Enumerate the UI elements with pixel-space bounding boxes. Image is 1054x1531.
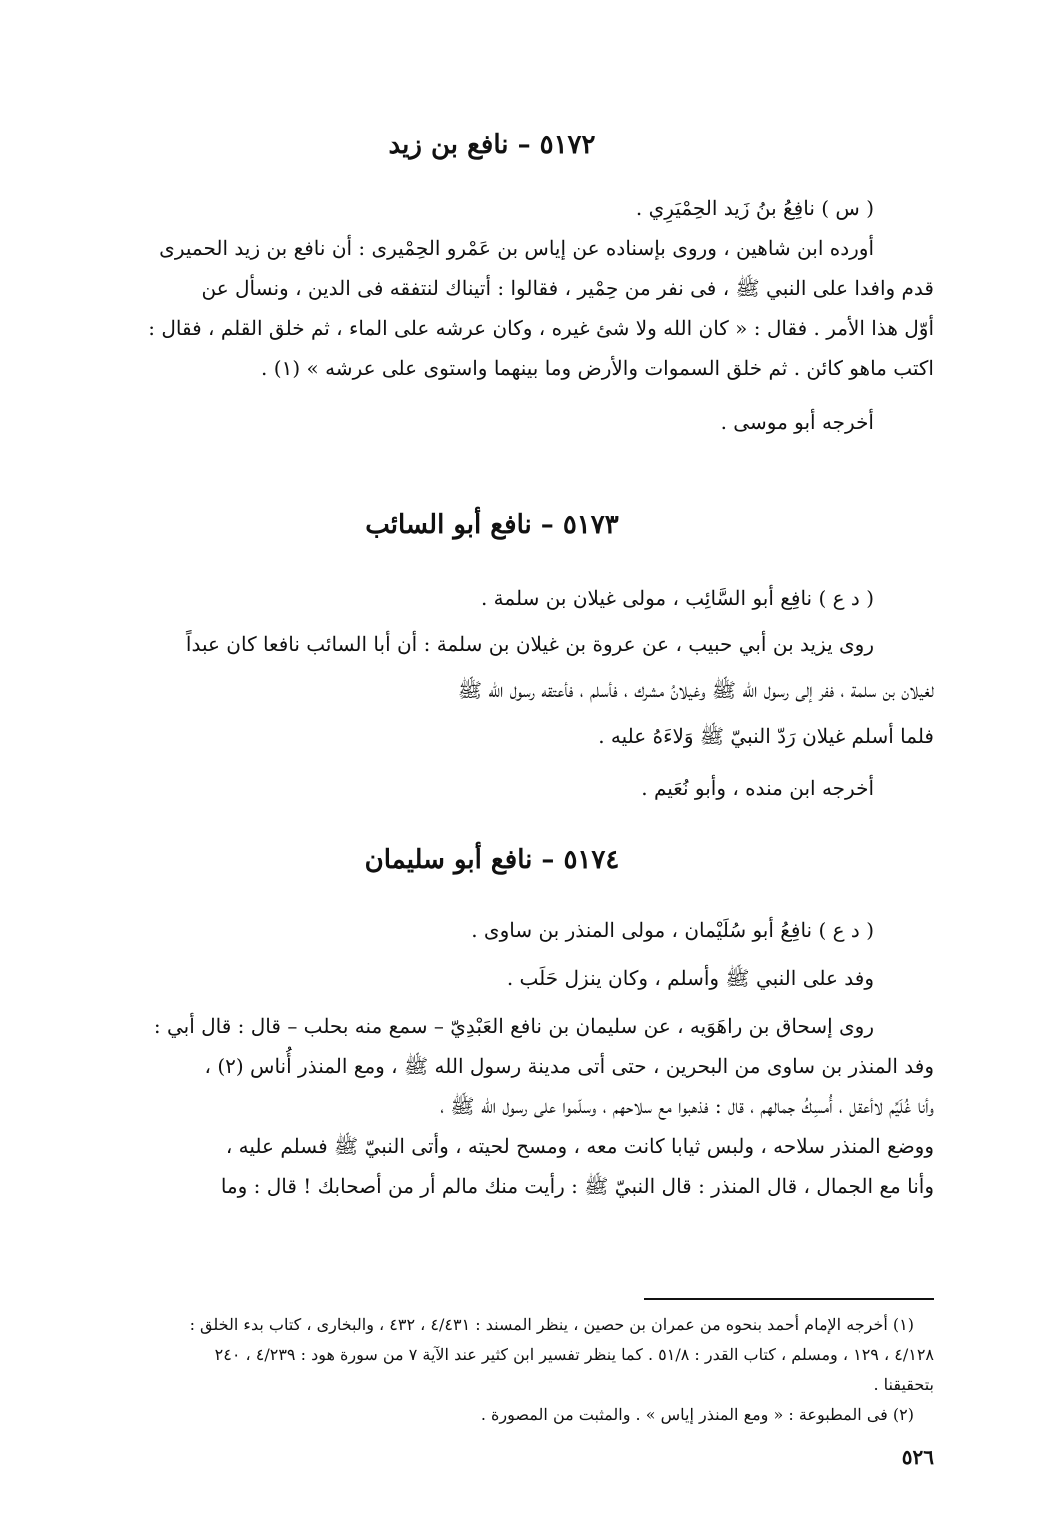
text-line: روى يزيد بن أبي حبيب ، عن عروة بن غيلان بن سلمة : أن أبا السائب نافعا كان عبداً <box>185 632 874 656</box>
footnote-divider <box>644 1298 934 1300</box>
text-line: أورده ابن شاهين ، وروى بإسناده عن إياس بن عَمْرو الحِمْيرى : أن نافع بن زيد الحميرى <box>159 236 874 260</box>
text-line: أوّل هذا الأمر . فقال : « كان الله ولا شئ غيره ، وكان عرشه على الماء ، ثم خلق القلم ، فقال : <box>148 316 934 340</box>
entry-5172-body <box>50 188 934 442</box>
text-line: ( س ) نافِعُ بنُ زَيد الحِمْيَرِي . <box>635 196 874 220</box>
text-line: قدم وافدا على النبي ﷺ ، فى نفر من حِمْير ، فقالوا : أتيناك لنتفقه فى الدين ، ونسأل عن <box>201 276 934 300</box>
text-line: وأنا مع الجمال ، قال المنذر : قال النبيّ ﷺ : رأيت منك مالم أر من أصحابك ! قال : وما <box>220 1174 934 1198</box>
text-line: فلما أسلم غيلان رَدّ النبيّ ﷺ وَلاءَهُ عليه . <box>598 724 934 748</box>
entry-title: ٥١٧٢ – نافع بن زيد <box>388 130 596 160</box>
entry-title: ٥١٧٣ – نافع أبو السائب <box>365 510 619 540</box>
text-line: أخرجه أبو موسى . <box>720 410 874 434</box>
entry-5174-body <box>50 910 934 1206</box>
page-number: ٥٢٦ <box>901 1445 934 1469</box>
text-line: وفد على النبي ﷺ وأسلم ، وكان ينزل حَلَب . <box>506 966 874 990</box>
footnote-line: (١) أخرجه الإمام أحمد بنحوه من عمران بن حصين ، ينظر المسند : ٤/٤٣١ ، ٤٣٢ ، والبخارى ، كتاب بدء الخلق : <box>189 1315 914 1334</box>
footnote-line: ٤/١٢٨ ، ١٢٩ ، ومسلم ، كتاب القدر : ٥١/٨ . كما ينظر تفسير ابن كثير عند الآية ٧ من سورة هود : ٤/٢٣٩ ، ٢٤٠ <box>214 1345 934 1364</box>
text-line: أخرجه ابن منده ، وأبو نُعَيم . <box>641 776 874 800</box>
text-line: اكتب ماهو كائن . ثم خلق السموات والأرض وما بينهما واستوى على عرشه » (١) . <box>261 356 934 380</box>
text-line: ( د ع ) نافِع أبو السَّائِب ، مولى غيلان بن سلمة . <box>480 586 874 610</box>
entry-5173 <box>50 510 934 540</box>
entry-title: ٥١٧٤ – نافع أبو سليمان <box>364 845 620 875</box>
entry-5174 <box>50 845 934 875</box>
entry-5172 <box>50 130 934 160</box>
entry-5173-body <box>50 578 934 808</box>
footnote-line: (٢) فى المطبوعة : « ومع المنذر إياس » . والمثبت من المصورة . <box>480 1405 914 1424</box>
text-line: وأنا غُلَيِّم لاأعقل ، أُمسِكُ جمالهم ، قال : فذهبوا مع سلاحهم ، وسلّموا على رسول الله ﷺ ، <box>440 1094 934 1118</box>
footnote-line: بتحقيقنا . <box>873 1375 934 1394</box>
text-line: ووضع المنذر سلاحه ، ولبس ثيابا كانت معه ، ومسح لحيته ، وأتى النبيّ ﷺ فسلم عليه ، <box>225 1134 934 1158</box>
text-line: ( د ع ) نافِعُ أبو سُلَيْمان ، مولى المنذر بن ساوى . <box>471 918 874 942</box>
footnotes <box>50 1310 934 1430</box>
text-line: لغيلان بن سلمة ، ففر إلى رسول الله ﷺ وغيلانُ مشرك ، فأسلم ، فأعتقه رسول الله ﷺ <box>457 678 934 702</box>
text-line: وفد المنذر بن ساوى من البحرين ، حتى أتى مدينة رسول الله ﷺ ، ومع المنذر أُناس (٢) ، <box>204 1054 934 1078</box>
text-line: روى إسحاق بن راهَوَيه ، عن سليمان بن نافع العَبْدِيّ – سمع منه بحلب – قال : قال أبي : <box>153 1014 874 1038</box>
